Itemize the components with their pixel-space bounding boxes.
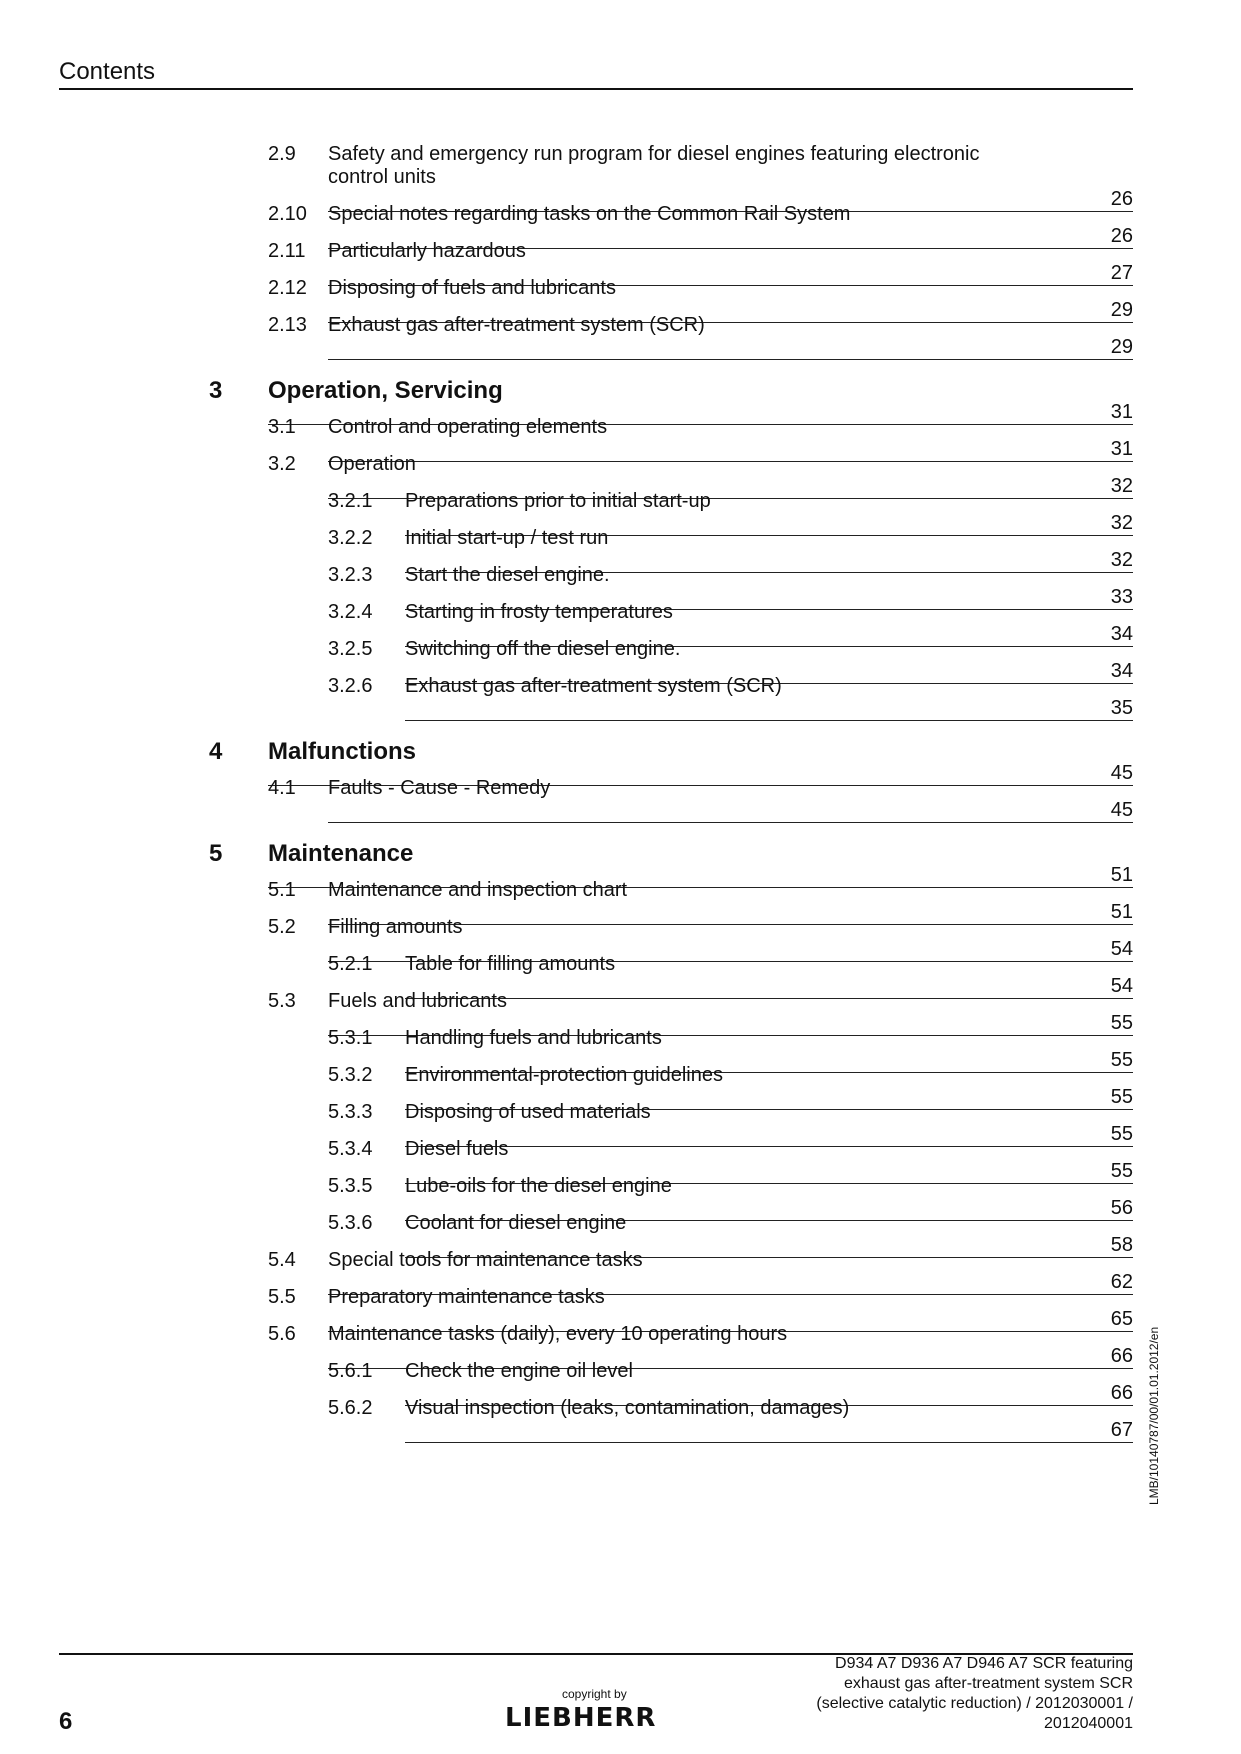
toc-entry-title: Diesel fuels [405,1138,509,1160]
toc-entry-page: 32 [1110,475,1133,497]
toc-entry-page: 26 [1110,225,1133,247]
toc-entry-title: Table for filling amounts [405,953,616,975]
toc-entry-title: Operation, Servicing [268,377,503,404]
toc-entry-page: 55 [1110,1160,1133,1182]
toc-entry-number: 5.3.4 [328,1138,373,1160]
toc-entry-number: 5.3.6 [328,1212,373,1234]
toc-entry-page: 54 [1110,938,1133,960]
toc-entry-number: 3.2.1 [328,490,373,512]
toc-entry-page: 45 [1110,799,1133,821]
toc-entry-title: Operation [328,453,416,475]
toc-entry-page: 51 [1110,864,1133,886]
toc-entry-number: 3.2.4 [328,601,373,623]
toc-entry-page: 26 [1110,188,1133,210]
toc-entry-title: Coolant for diesel engine [405,1212,627,1234]
header-title: Contents [59,58,156,85]
toc-entry-rule [328,359,1133,360]
toc-entry-number: 5.3.5 [328,1175,373,1197]
toc-entry-number: 2.12 [268,277,307,299]
document-info-line: D934 A7 D936 A7 D946 A7 SCR featuring [835,1655,1133,1672]
liebherr-logo: LIEBHERR [505,1703,657,1733]
toc-entry-page: 58 [1110,1234,1133,1256]
document-info [733,1654,1133,1734]
toc-entry-page: 55 [1110,1086,1133,1108]
toc-entry-number: 5.3.1 [328,1027,373,1049]
toc-entry-number: 5.2.1 [328,953,373,975]
toc-entry-rule [328,822,1133,823]
toc-entry-number: 5.5 [268,1286,296,1308]
toc-entry-number: 2.13 [268,314,307,336]
toc-entry-title: Exhaust gas after-treatment system (SCR) [405,675,782,697]
document-info-line: exhaust gas after-treatment system SCR [844,1675,1133,1692]
toc-entry-number: 2.11 [268,240,306,262]
toc-entry-title: Check the engine oil level [405,1360,633,1382]
toc-entry-page: 66 [1110,1345,1133,1367]
toc-entry-title: Handling fuels and lubricants [405,1027,662,1049]
toc-entry-number: 5.3 [268,990,296,1012]
toc-entry-page: 34 [1110,623,1133,645]
toc-entry-title: Fuels and lubricants [328,990,507,1012]
copyright-label: copyright by [562,1687,627,1701]
toc-entry-title: Starting in frosty temperatures [405,601,673,623]
toc-entry-title: Special notes regarding tasks on the Common Rail System [328,203,851,225]
toc-entry-title: Maintenance and inspection chart [328,879,628,901]
toc-entry-title: Start the diesel engine. [405,564,610,586]
toc-entry-page: 67 [1110,1419,1133,1441]
toc-entry-number: 5.2 [268,916,296,938]
toc-entry-number: 3.2.3 [328,564,373,586]
toc-entry-number: 5.1 [268,879,296,901]
toc-entry-title: Maintenance tasks (daily), every 10 operating hours [328,1323,788,1345]
toc-entry-rule [405,1146,1133,1147]
toc-entry-page: 51 [1110,901,1133,923]
toc-entry-title: Particularly hazardous [328,240,526,262]
toc-entry-page: 65 [1110,1308,1133,1330]
toc-entry-title: Preparatory maintenance tasks [328,1286,605,1308]
toc-entry-title: Preparations prior to initial start-up [405,490,711,512]
toc-entry-title: Disposing of fuels and lubricants [328,277,616,299]
toc-entry-page: 35 [1110,697,1133,719]
toc-entry-number: 5 [209,840,223,867]
toc-entry-title: Special tools for maintenance tasks [328,1249,643,1271]
toc-entry-rule [405,998,1133,999]
toc-entry-page: 32 [1110,549,1133,571]
toc-entry-page: 55 [1110,1123,1133,1145]
toc-entry-page: 31 [1110,401,1133,423]
toc-entry-page: 54 [1110,975,1133,997]
toc-entry-rule [405,1442,1133,1443]
page-header [59,58,1133,90]
toc-entry-title: control units [328,166,436,188]
toc-entry-number: 3.2.6 [328,675,373,697]
toc-entry-page: 34 [1110,660,1133,682]
toc-entry-title: Filling amounts [328,916,463,938]
toc-entry-page: 31 [1110,438,1133,460]
toc-entry-page: 56 [1110,1197,1133,1219]
toc-entry-title: Control and operating elements [328,416,608,438]
toc-entry-title: Faults - Cause - Remedy [328,777,551,799]
toc-entry-number: 5.4 [268,1249,296,1271]
toc-entry-title: Disposing of used materials [405,1101,651,1123]
toc-entry-number: 5.6.1 [328,1360,373,1382]
toc-entry-title: Environmental-protection guidelines [405,1064,723,1086]
toc-entry-title: Exhaust gas after-treatment system (SCR) [328,314,705,336]
toc-entry-page: 45 [1110,762,1133,784]
toc-entry-number: 3 [209,377,223,404]
document-code: LMB/10140787/00/01.01.2012/en [1147,1326,1161,1505]
toc-entry-page: 32 [1110,512,1133,534]
toc-entry-number: 5.3.2 [328,1064,373,1086]
toc-entry-number: 4.1 [268,777,296,799]
toc-entry-number: 2.9 [268,143,296,165]
toc-entry-number: 3.2.5 [328,638,373,660]
toc-entry-title: Lube-oils for the diesel engine [405,1175,672,1197]
toc-entry-page: 55 [1110,1049,1133,1071]
toc-entry-number: 2.10 [268,203,307,225]
toc-entry-page: 62 [1110,1271,1133,1293]
toc-entry-page: 27 [1110,262,1133,284]
toc-entry-page: 29 [1110,336,1133,358]
toc-entry-page: 29 [1110,299,1133,321]
toc-entry-number: 3.2 [268,453,296,475]
toc-entry-number: 5.3.3 [328,1101,373,1123]
toc-entry-title: Visual inspection (leaks, contamination, damages) [405,1397,850,1419]
toc-entry-title: Safety and emergency run program for diesel engines featuring electronic [328,143,980,165]
toc-entry-number: 5.6.2 [328,1397,373,1419]
toc-entry-rule [328,461,1133,462]
toc-entry-page: 66 [1110,1382,1133,1404]
toc-entry-title: Switching off the diesel engine. [405,638,681,660]
toc-entry-title: Maintenance [268,840,414,867]
toc-entry-page: 55 [1110,1012,1133,1034]
toc-entry-number: 4 [209,738,223,765]
toc-entry-page: 33 [1110,586,1133,608]
toc-entry-number: 3.1 [268,416,296,438]
toc-entry-number: 3.2.2 [328,527,373,549]
document-info-line: (selective catalytic reduction) / 2012030001 / [816,1695,1133,1712]
toc-entry-number: 5.6 [268,1323,296,1345]
toc-entry-title: Malfunctions [268,738,416,765]
page-number: 6 [59,1708,73,1735]
toc-entry-title: Initial start-up / test run [405,527,609,549]
document-info-line: 2012040001 [1044,1715,1133,1732]
toc-entry-rule [405,720,1133,721]
